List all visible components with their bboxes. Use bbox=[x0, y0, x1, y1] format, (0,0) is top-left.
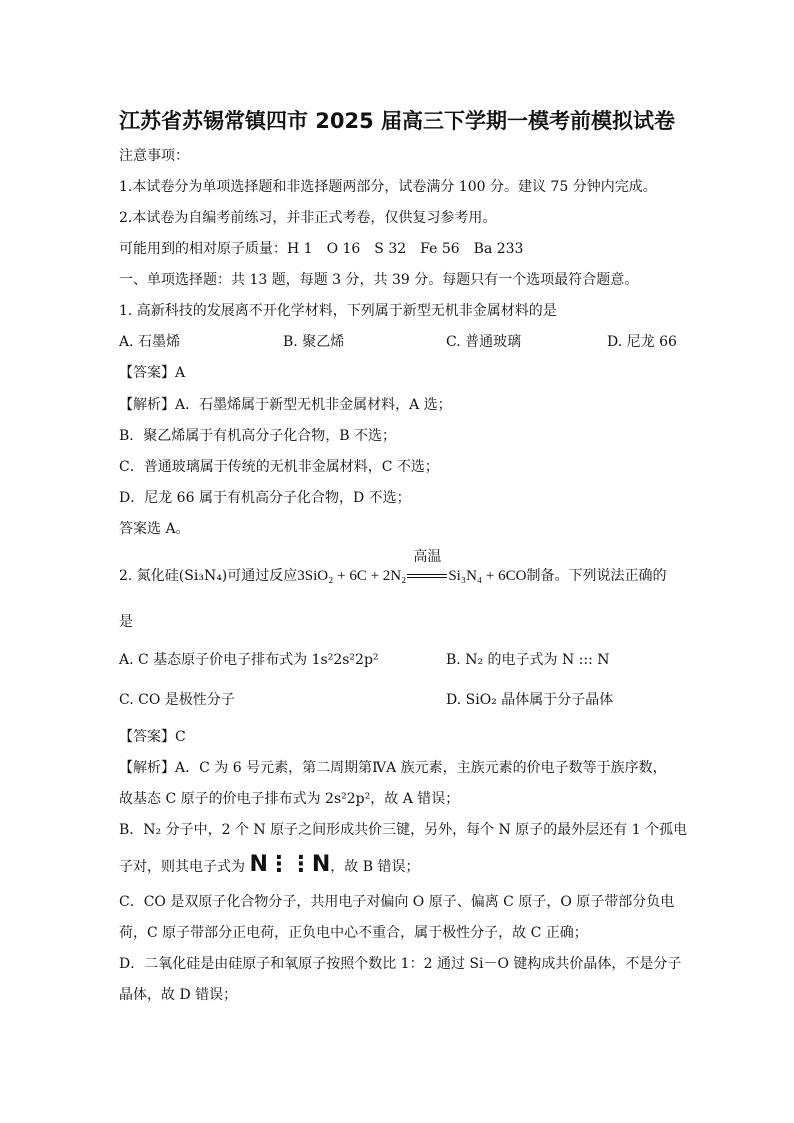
q1-stem: 1. 高新科技的发展离不开化学材料，下列属于新型无机非金属材料的是 bbox=[119, 303, 557, 319]
q2-option-c: C. CO 是极性分子 bbox=[119, 692, 235, 708]
equation-condition: 高温 bbox=[413, 549, 442, 565]
q1-analysis-b: B．聚乙烯属于有机高分子化合物，B 不选； bbox=[119, 428, 397, 444]
n2-electron-formula: N⋮⋮N bbox=[249, 852, 331, 877]
q2-analysis-b2-suffix: ，故 B 错误； bbox=[330, 859, 420, 875]
atomic-mass-line: 可能用到的相对原子质量：H 1 O 16 S 32 Fe 56 Ba 233 bbox=[119, 241, 524, 257]
q1-analysis-a: 【解析】A．石墨烯属于新型无机非金属材料，A 选； bbox=[119, 397, 452, 413]
q1-option-d: D. 尼龙 66 bbox=[607, 334, 677, 350]
q2-analysis-c2: 荷，C 原子带部分正电荷，正负电中心不重合，属于极性分子，故 C 正确； bbox=[119, 925, 588, 941]
q2-option-b: B. N₂ 的电子式为 N ::: N bbox=[446, 652, 610, 668]
q2-option-d: D. SiO₂ 晶体属于分子晶体 bbox=[446, 692, 614, 708]
q1-option-a: A. 石墨烯 bbox=[119, 334, 181, 350]
q2-stem-suffix: 制备。下列说法正确的 bbox=[526, 568, 667, 584]
q1-answer: 【答案】A bbox=[119, 365, 186, 381]
q1-option-b: B. 聚乙烯 bbox=[283, 334, 345, 350]
equation-right: Si₃N₄ + 6CO bbox=[448, 568, 527, 584]
notice-heading: 注意事项： bbox=[119, 148, 189, 164]
equation-left: 3SiO₂ + 6C + 2N₂ bbox=[297, 568, 407, 584]
q2-analysis-d1: D．二氧化硅是由硅原子和氧原子按照个数比 1：2 通过 Si－O 键构成共价晶体，不是分子 bbox=[119, 956, 682, 972]
q2-analysis-a2: 故基态 C 原子的价电子排布式为 2s²2p²，故 A 错误； bbox=[119, 791, 460, 807]
exam-title: 江苏省苏锡常镇四市 2025 届高三下学期一模考前模拟试卷 bbox=[118, 109, 676, 133]
q1-analysis-d: D．尼龙 66 属于有机高分子化合物，D 不选； bbox=[119, 490, 411, 506]
equals-sign bbox=[407, 574, 447, 578]
q2-analysis-b2 bbox=[119, 852, 420, 877]
section-heading: 一、单项选择题：共 13 题，每题 3 分，共 39 分。每题只有一个选项最符合题意。 bbox=[119, 272, 639, 288]
notice-item-1: 1.本试卷分为单项选择题和非选择题两部分，试卷满分 100 分。建议 75 分钟内完成。 bbox=[119, 179, 657, 195]
equation-condition-arrow bbox=[406, 549, 448, 586]
q1-conclusion: 答案选 A。 bbox=[119, 521, 190, 537]
notice-item-2: 2.本试卷为自编考前练习，并非正式考卷，仅供复习参考用。 bbox=[119, 210, 497, 226]
q2-analysis-a1: 【解析】A．C 为 6 号元素，第二周期第ⅣA 族元素，主族元素的价电子数等于族序数， bbox=[119, 760, 667, 776]
q2-analysis-b2-prefix: 子对，则其电子式为 bbox=[119, 859, 245, 875]
q2-analysis-d2: 晶体，故 D 错误； bbox=[119, 987, 238, 1003]
q1-analysis-c: C．普通玻璃属于传统的无机非金属材料，C 不选； bbox=[119, 459, 439, 475]
q2-analysis-c1: C．CO 是双原子化合物分子，共用电子对偏向 O 原子、偏离 C 原子，O 原子带部分负电 bbox=[119, 894, 675, 910]
q2-stem-tail: 是 bbox=[119, 614, 133, 630]
q2-stem-prefix: 2. 氮化硅(Si₃N₄)可通过反应 bbox=[119, 568, 298, 584]
q2-option-a: A. C 基态原子价电子排布式为 1s²2s²2p² bbox=[119, 652, 379, 668]
q2-answer: 【答案】C bbox=[119, 729, 186, 745]
q1-option-c: C. 普通玻璃 bbox=[446, 334, 522, 350]
q2-stem-line bbox=[119, 549, 667, 586]
q2-analysis-b1: B．N₂ 分子中，2 个 N 原子之间形成共价三键，另外，每个 N 原子的最外层还有 1 个孤电 bbox=[119, 822, 688, 838]
